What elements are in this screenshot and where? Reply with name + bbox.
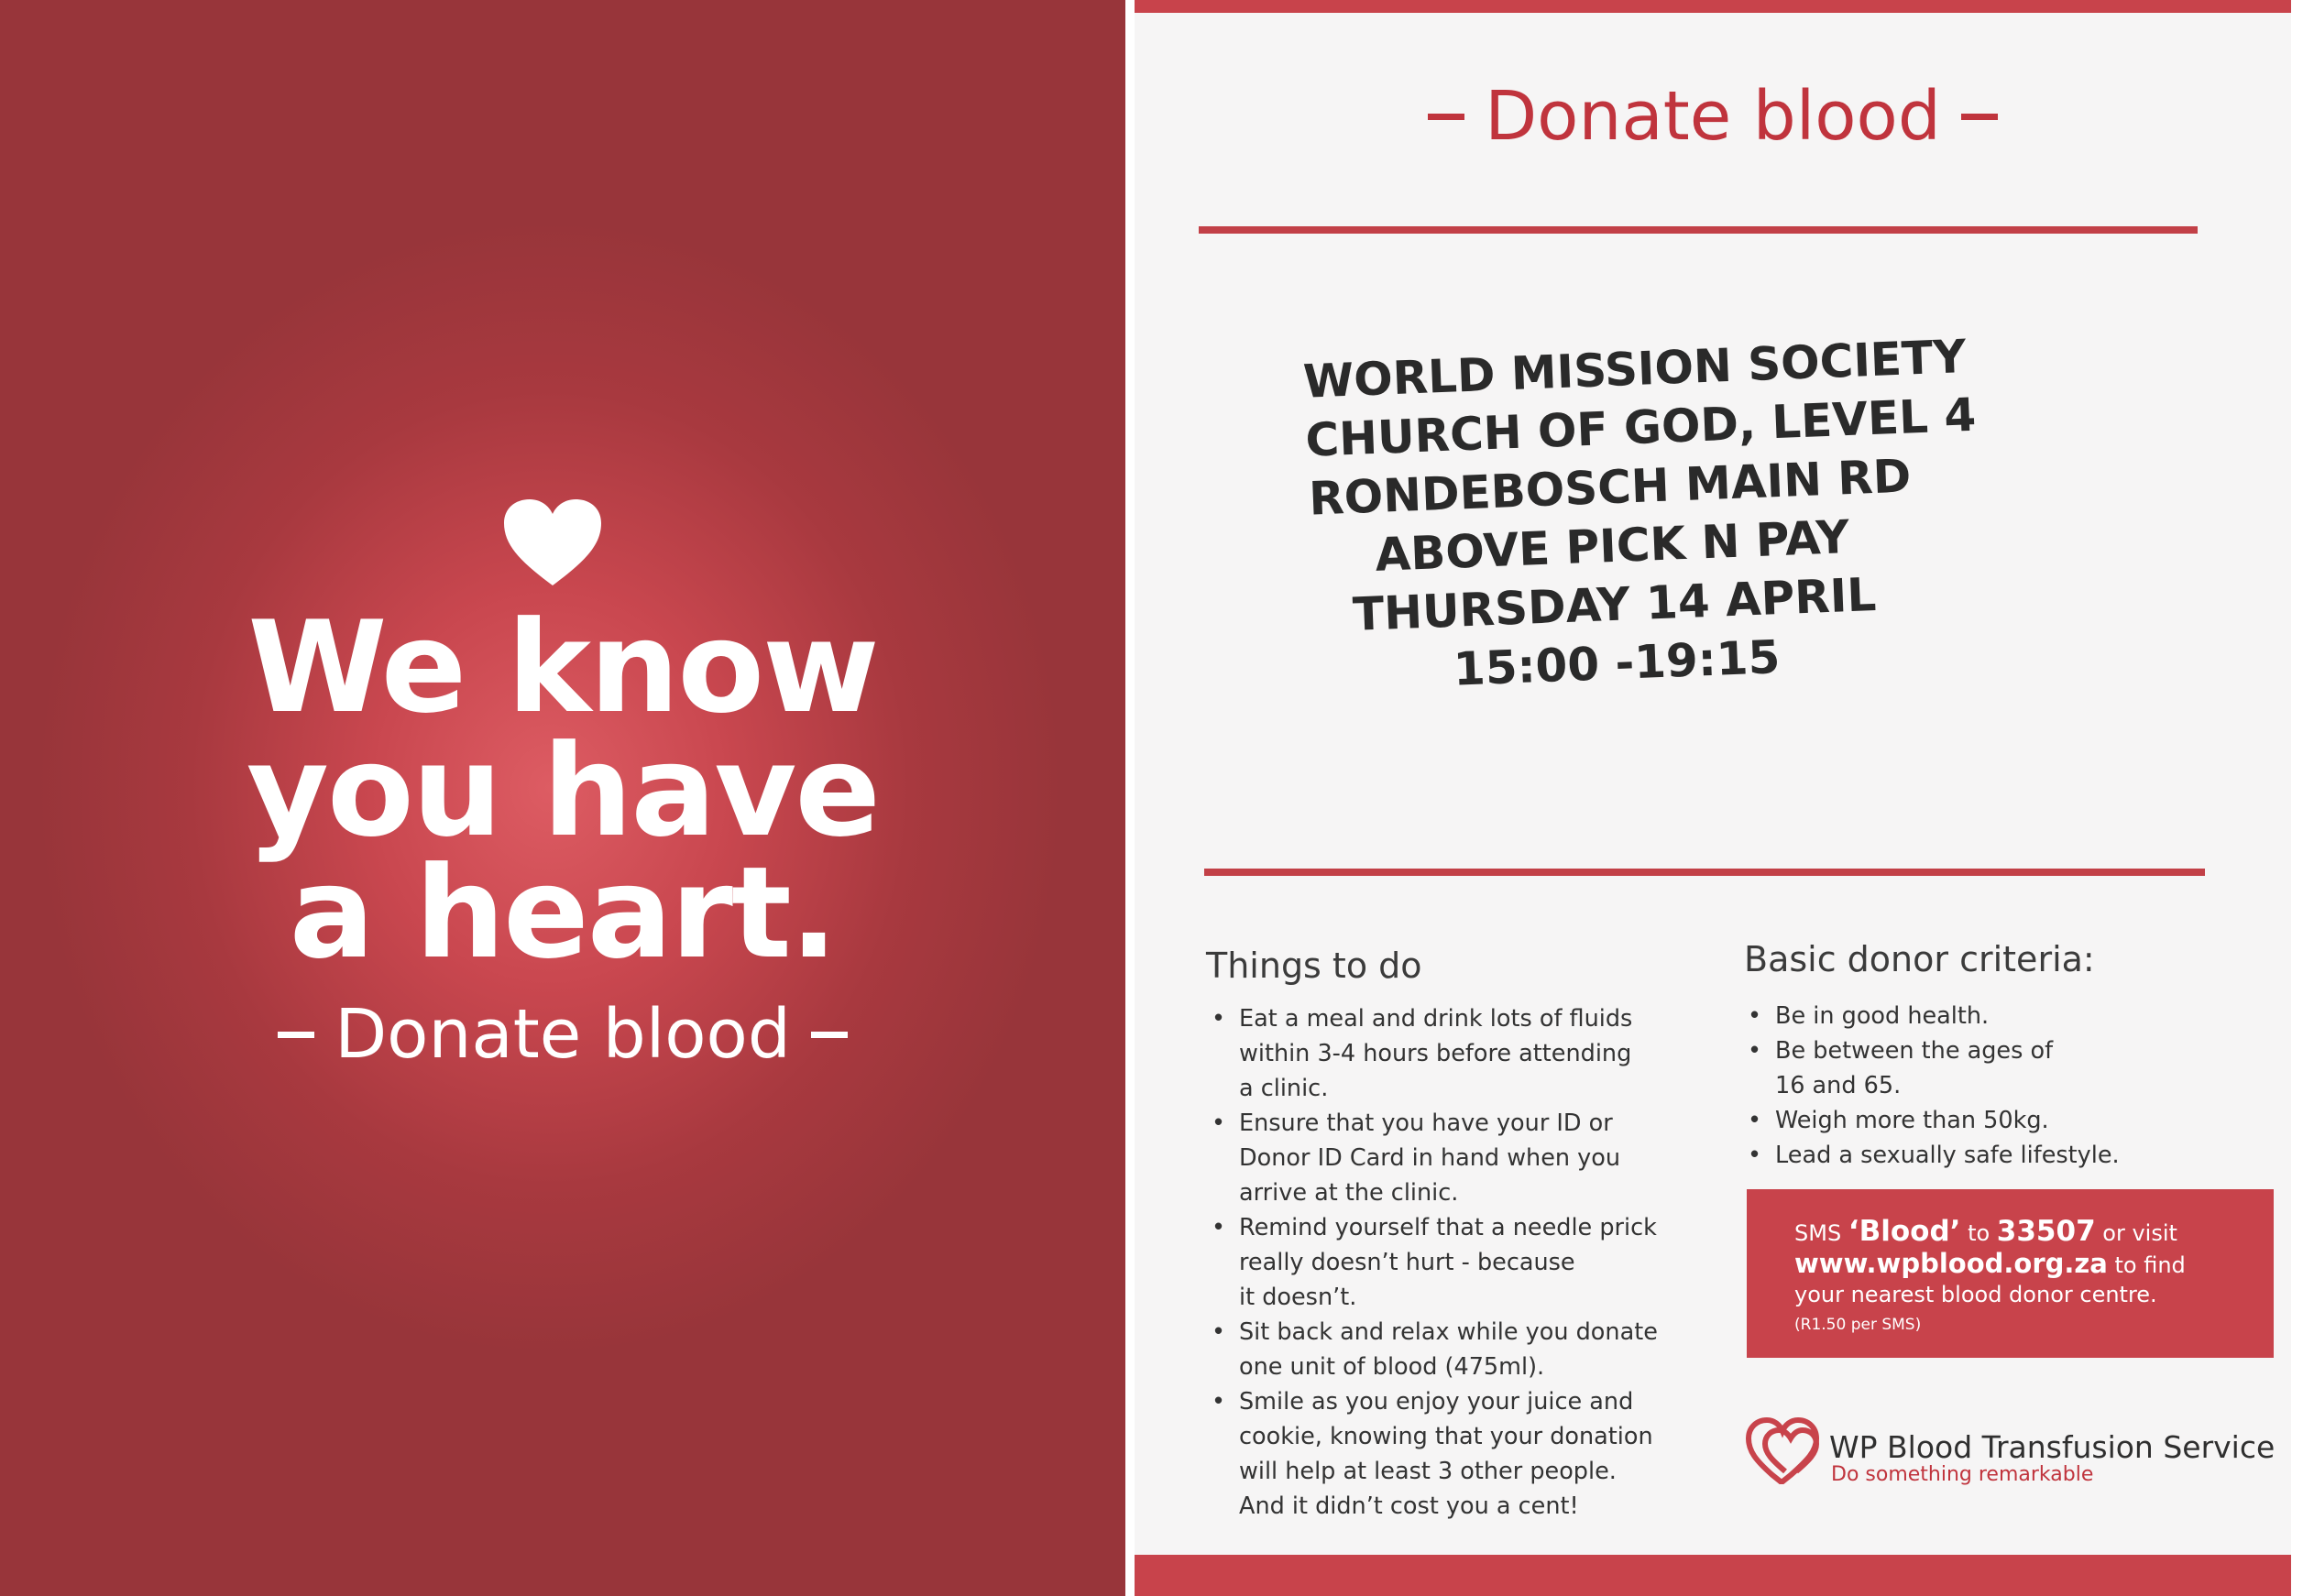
event-line-3: RONDEBOSCH MAIN RD	[1308, 449, 1913, 526]
sms-to: to	[1968, 1220, 1990, 1246]
event-line-2: CHURCH OF GOD, LEVEL 4	[1304, 388, 1978, 467]
headline-line-2: you have	[247, 717, 879, 865]
dash-left	[278, 1032, 314, 1038]
top-red-bar	[1135, 0, 2291, 13]
list-item-text: Eat a meal and drink lots of fluids within 3-4 hours before attending a clinic.	[1239, 1005, 1633, 1102]
list-item: • Lead a sexually safe lifestyle.	[1748, 1142, 2120, 1169]
things-to-do-list	[1208, 1001, 1721, 1524]
organization-name: WP Blood Transfusion Service	[1829, 1429, 2276, 1465]
event-details	[1301, 329, 1978, 704]
interlocked-hearts-logo-icon	[1745, 1411, 1826, 1484]
list-item: • Sit back and relax while you donate one unit of blood (475ml).	[1212, 1318, 1658, 1381]
list-item-text: Be in good health.	[1775, 1002, 1990, 1030]
organization-tagline: Do something remarkable	[1831, 1463, 2094, 1486]
page-margin	[2291, 0, 2303, 1596]
list-item: • Eat a meal and drink lots of fluids within 3-4 hours before attending a clinic.	[1212, 1005, 1633, 1102]
title-dash-left	[1428, 114, 1464, 120]
list-item-text: Be between the ages of 16 and 65.	[1775, 1037, 2054, 1099]
bottom-red-bar	[1135, 1555, 2291, 1596]
front-tagline-text: Donate blood	[334, 995, 791, 1074]
back-title	[1135, 77, 2291, 156]
back-panel	[1135, 0, 2291, 1596]
sms-price: (R1.50 per SMS)	[1794, 1316, 1922, 1334]
event-time: 15:00 -19:15	[1452, 630, 1782, 696]
things-to-do-heading: Things to do	[1206, 946, 1422, 986]
sms-or-visit: or visit	[2102, 1220, 2177, 1246]
front-panel	[0, 0, 1125, 1596]
list-item-text: Ensure that you have your ID or Donor ID Card in hand when you arrive at the clinic.	[1239, 1110, 1621, 1207]
sms-prefix: SMS	[1794, 1220, 1842, 1246]
event-line-1: WORLD MISSION SOCIETY	[1301, 330, 1968, 409]
donor-criteria-list	[1744, 999, 2147, 1173]
sms-callout-box	[1747, 1189, 2274, 1358]
event-line-5: THURSDAY 14 APRIL	[1352, 567, 1878, 641]
list-item-text: Weigh more than 50kg.	[1775, 1107, 2049, 1134]
event-line-4: ABOVE PICK N PAY	[1374, 510, 1851, 582]
sms-number: 33507	[1996, 1215, 2096, 1248]
list-item-text: Lead a sexually safe lifestyle.	[1775, 1142, 2120, 1169]
divider-top	[1199, 226, 2198, 234]
sms-keyword: ‘Blood’	[1848, 1215, 1961, 1248]
page-seam	[1125, 0, 1135, 1596]
list-item: • Ensure that you have your ID or Donor ID Card in hand when you arrive at the clinic.	[1212, 1110, 1621, 1207]
headline-line-1: We know	[247, 594, 878, 741]
sms-line-1	[1794, 1215, 2177, 1248]
sms-to-find: to find	[2114, 1252, 2186, 1278]
divider-middle	[1204, 869, 2205, 876]
list-item: • Smile as you enjoy your juice and cookie, knowing that your donation will help at least 3 other people. And it didn’t cost you a cent!	[1212, 1388, 1653, 1520]
headline-line-3: a heart.	[289, 839, 837, 987]
list-item: • Be between the ages of 16 and 65.	[1748, 1037, 2054, 1099]
list-item-text: Sit back and relax while you donate one unit of blood (475ml).	[1239, 1318, 1658, 1381]
list-item: • Remind yourself that a needle prick really doesn’t hurt - because it doesn’t.	[1212, 1214, 1657, 1311]
list-item: • Weigh more than 50kg.	[1748, 1107, 2049, 1134]
dash-right	[811, 1032, 848, 1038]
sms-line-2	[1794, 1248, 2186, 1279]
front-tagline	[0, 995, 1125, 1074]
website-link[interactable]: www.wpblood.org.za	[1794, 1248, 2108, 1279]
heart-icon	[502, 497, 603, 589]
back-title-text: Donate blood	[1485, 77, 1941, 156]
donor-criteria-heading: Basic donor criteria:	[1744, 939, 2095, 979]
list-item-text: Remind yourself that a needle prick really doesn’t hurt - because it doesn’t.	[1239, 1214, 1657, 1311]
sms-line-3: your nearest blood donor centre.	[1794, 1282, 2157, 1307]
list-item-text: Smile as you enjoy your juice and cookie, knowing that your donation will help at least 3 other people. And it didn’t cost you a cent!	[1239, 1388, 1653, 1520]
title-dash-right	[1961, 114, 1998, 120]
list-item: • Be in good health.	[1748, 1002, 1990, 1030]
